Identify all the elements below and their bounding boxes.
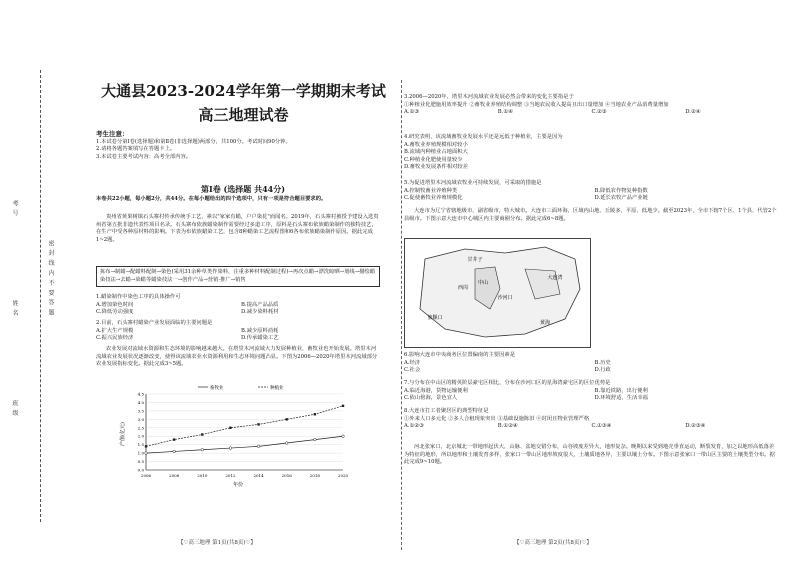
y-tick-label: 2.5 bbox=[137, 425, 144, 431]
section-title: 第Ⅰ卷 (选择题 共44分) bbox=[200, 184, 285, 194]
data-point bbox=[229, 447, 232, 450]
option-c: C.促使畜牧业养殖规模化 bbox=[404, 195, 463, 202]
data-point bbox=[314, 438, 317, 441]
question-7 bbox=[404, 380, 779, 403]
data-point bbox=[342, 405, 344, 407]
legend-label: 种植业 bbox=[270, 386, 284, 391]
option-b: B.①②④ bbox=[497, 423, 518, 430]
question-stem: 2.目前，石头寨村蜡染产业发展面临的主要问题是 bbox=[96, 320, 213, 326]
option-c: C.振兴民族经济 bbox=[96, 335, 134, 342]
x-tick-label: 2014 bbox=[253, 473, 264, 478]
x-tick-label: 2016 bbox=[281, 473, 292, 478]
y-tick-label: 0.5 bbox=[137, 459, 144, 465]
option-d: D.畜牧业发展条件相对较差 bbox=[404, 164, 469, 171]
data-point bbox=[257, 423, 259, 425]
x-axis-label: 年份 bbox=[232, 482, 244, 488]
passage-zhangjiakou: 河北张家口，北京城北一带地形起伏大，山脉、盆地交错分布，山谷坡度差异大，地形复杂。晚期以来受到地壳垂直运动，断裂发育，加之以地形高低落差为特征的地形，所以地形和土壤发育多样，张家口一带山区地形坡度很大，土壤质地各异，主要以壤土分布。下图示意张家口一带山区主要的土壤类型分布。据此完成9~10题。 bbox=[404, 444, 775, 466]
seal-line bbox=[40, 70, 41, 522]
map-district-label: 大连湾 bbox=[547, 275, 563, 281]
page-footer: 【♡高三地理 第1页(共8页)♡】 bbox=[178, 540, 256, 546]
notice-item: 3.本试卷主要考试内容：高考全部内容。 bbox=[96, 153, 192, 160]
data-point bbox=[201, 433, 203, 435]
data-point bbox=[314, 413, 316, 415]
question-3 bbox=[404, 94, 779, 117]
notice-item: 2.请将各题答案填写在答题卡上。 bbox=[96, 146, 176, 153]
option-c: C.种植业化肥使用量较少 bbox=[404, 156, 463, 163]
option-c: C.②③ bbox=[591, 109, 607, 116]
option-b: B.历史 bbox=[594, 359, 611, 366]
dalian-district-map bbox=[404, 238, 591, 348]
y-tick-label: 1.5 bbox=[137, 442, 144, 448]
option-b: B.提高产品品质 bbox=[241, 301, 279, 308]
x-tick-label: 2020 bbox=[337, 473, 349, 478]
option-d: D.②④ bbox=[685, 109, 701, 116]
y-tick-label: 0.0 bbox=[137, 467, 144, 473]
question-stem: 4.研究表明，该流域畜牧业发展水平还是远低于种植业，主要是因为 bbox=[404, 134, 563, 140]
data-point bbox=[173, 450, 176, 453]
map-district-label: 黄海 bbox=[539, 320, 551, 326]
option-b: B.减少原料消耗 bbox=[241, 327, 279, 334]
question-items: ①种植业化肥施用效率提升 ②畜牧业养殖结构调整 ③当地农民收入提高且出口量增加 ④当地农业产品消费量增加 bbox=[404, 101, 669, 108]
margin-label-name: 姓 名 bbox=[11, 300, 18, 317]
map-district-label: 沙河口 bbox=[497, 295, 513, 301]
option-c: C.①③④ bbox=[591, 423, 612, 430]
question-2 bbox=[96, 320, 380, 343]
option-d: D.传承蜡染工艺 bbox=[241, 335, 279, 342]
data-point bbox=[286, 418, 288, 420]
passage-dalian: 大连市为辽宁省辖地级市，副省级市，特大城市。大连市三面环海，区域内山地、丘陵多，平原、低地少。截至2023年，全市下辖7个区、1个县、代管2个县级市。下图示意大连市中心城区内主要商圈分布。据此完成6~8题。 bbox=[404, 208, 777, 222]
option-a: A.①②③ bbox=[404, 423, 424, 430]
y-tick-label: 1.0 bbox=[137, 450, 144, 456]
option-d: D.②③④ bbox=[685, 423, 706, 430]
option-a: A.控制牧畜业养殖种类 bbox=[404, 187, 458, 194]
map-district-label: 西岗 bbox=[457, 285, 469, 291]
x-tick-label: 2012 bbox=[225, 473, 236, 478]
legend-label: 畜牧业 bbox=[210, 386, 224, 391]
data-point bbox=[257, 445, 260, 448]
agri-line-chart bbox=[118, 380, 358, 488]
data-point bbox=[342, 435, 345, 438]
map-district-label: 中山 bbox=[477, 280, 489, 286]
option-a: A.经济 bbox=[404, 359, 421, 366]
option-b: B.流域内种植业占地面积大 bbox=[404, 149, 468, 156]
passage-tarim: 农业发展对流域水资源和生态环境的影响越来越大。在塔里木河流域大力发展种植业，畜牧业也开始发展。塔里木河流域农业发展状况逐渐改变，使得该流域农业水资源利用和生态环境问题凸显。下图为2006—2020年塔里木河流域部分农业发展指标变化。据此完成3~5题。 bbox=[96, 346, 378, 368]
map-district-label: 甘井子 bbox=[467, 257, 483, 263]
question-5 bbox=[404, 180, 779, 203]
option-a: A.增加染色时间 bbox=[96, 301, 134, 308]
margin-label-id: 考 号 bbox=[11, 200, 18, 217]
question-stem: 5.为促进塔里木河流域农牧业可持续发展，可采取的措施是 bbox=[404, 180, 542, 186]
map-district-label: 旅顺口 bbox=[427, 315, 443, 321]
passage-batik: 贵州省黄果树镇石头寨村传承传统手工艺，素以"家家有蜡，户户染花"而闻名。2019年，石头寨村被授予建设入选贵州省第五批非遗代表性项目名录。石头寨布依族蜡染制作需要经过多道工序，原料是石头寨布依族蜡染制作的独特技艺，在生产中受各种原材料的影响。下表为布依族蜡染工艺，包含8种蜡染工艺流程图和6各布依族蜡染制作原因。据此完成1~2题。 bbox=[96, 214, 379, 243]
question-4 bbox=[404, 134, 779, 172]
notice-heading: 考生注意： bbox=[96, 130, 129, 138]
question-8 bbox=[404, 408, 779, 431]
question-stem: 8.大连市打工者聚居区的典型特征是 bbox=[404, 408, 489, 414]
data-point bbox=[145, 452, 148, 455]
option-a: A.畜牧业养殖规模相对较小 bbox=[404, 141, 468, 148]
option-c: C.降低劳动强度 bbox=[96, 309, 134, 316]
option-a: A.临近海港，货物运输便利 bbox=[404, 387, 468, 394]
data-point bbox=[229, 427, 231, 429]
section-intro: 本卷共22小题，每小题2分，共44分。在每小题给出的四个选项中，只有一项是符合题目要求的。 bbox=[96, 196, 327, 202]
exam-notice bbox=[96, 131, 376, 161]
exam-title: 大通县2023-2024学年第一学期期末考试 bbox=[101, 82, 386, 100]
exam-subtitle: 高三地理试卷 bbox=[198, 106, 289, 124]
data-point bbox=[145, 445, 147, 447]
option-a: A.①③ bbox=[404, 109, 420, 116]
y-axis-label: 产值(亿元) bbox=[120, 422, 126, 446]
question-items: ①外来人口多元化 ②多人合租现象突出 ③基础设施陈旧 ④封闭且物业管理严格 bbox=[404, 415, 590, 422]
question-stem: 1.蜡染制作中染色工序的具体操作可 bbox=[96, 294, 181, 300]
y-tick-label: 3.5 bbox=[137, 408, 144, 414]
option-c: C.社会 bbox=[404, 367, 421, 374]
x-tick-label: 2008 bbox=[169, 473, 180, 478]
margin-label-class: 班 级 bbox=[11, 400, 18, 417]
x-tick-label: 2018 bbox=[309, 473, 320, 478]
y-tick-label: 4.0 bbox=[137, 399, 144, 405]
question-6 bbox=[404, 352, 779, 375]
x-tick-label: 2010 bbox=[197, 473, 208, 478]
binding-margin bbox=[0, 0, 62, 562]
process-box: 拣布→制蜡→配蜡料配制→染色(采用31余种草类作染料，注重多种材料配制过程)→再次点蜡→漂洗晾晒→划线→描绘蜡染技法→去蜡→染蜡等蜡染技法一→创作产品→营销·推广→销售 bbox=[96, 266, 380, 287]
data-point bbox=[285, 442, 288, 445]
data-point bbox=[201, 448, 204, 451]
option-b: B.降低农作物复种指数 bbox=[594, 187, 648, 194]
option-a: A.扩大生产规模 bbox=[96, 327, 134, 334]
y-tick-label: 4.5 bbox=[137, 391, 144, 397]
option-b: B.靠近铁路，出行便利 bbox=[594, 387, 648, 394]
option-b: B.①④ bbox=[497, 109, 513, 116]
option-d: D.行政 bbox=[594, 367, 611, 374]
option-d: D.减少染料耗材 bbox=[241, 309, 279, 316]
page-footer: 【♡高三地理 第2页(共8页)♡】 bbox=[514, 540, 592, 546]
page-divider bbox=[401, 80, 402, 550]
y-tick-label: 3.0 bbox=[137, 416, 144, 422]
question-stem: 3.2006—2020年，塔里木河流域农业发展必然会带来的变化主要指是于 bbox=[404, 94, 574, 100]
option-c: C.依山傍海，景色宜人 bbox=[404, 395, 458, 402]
option-d: D.延长农牧产品产业链 bbox=[594, 195, 648, 202]
x-tick-label: 2006 bbox=[140, 473, 152, 478]
question-stem: 7.与分布在中山区的精英阶层豪宅区相比，分布在沙河口区的星海湾豪宅区的区位优势是 bbox=[404, 380, 611, 386]
question-stem: 6.影响大连市中央商务区位置偏南的主要因素是 bbox=[404, 352, 515, 358]
margin-seal-text: 密 封 线 内 不 要 答 题 bbox=[47, 240, 54, 317]
question-1 bbox=[96, 294, 380, 317]
data-point bbox=[173, 438, 175, 440]
y-tick-label: 2.0 bbox=[137, 433, 144, 439]
option-d: D.环境舒适，生活幸福 bbox=[594, 395, 648, 402]
series-line bbox=[146, 406, 343, 447]
notice-item: 1.本试卷分第Ⅰ卷(选择题)和第Ⅱ卷(非选择题)两部分，共100分。考试时间90分钟。 bbox=[96, 138, 291, 145]
